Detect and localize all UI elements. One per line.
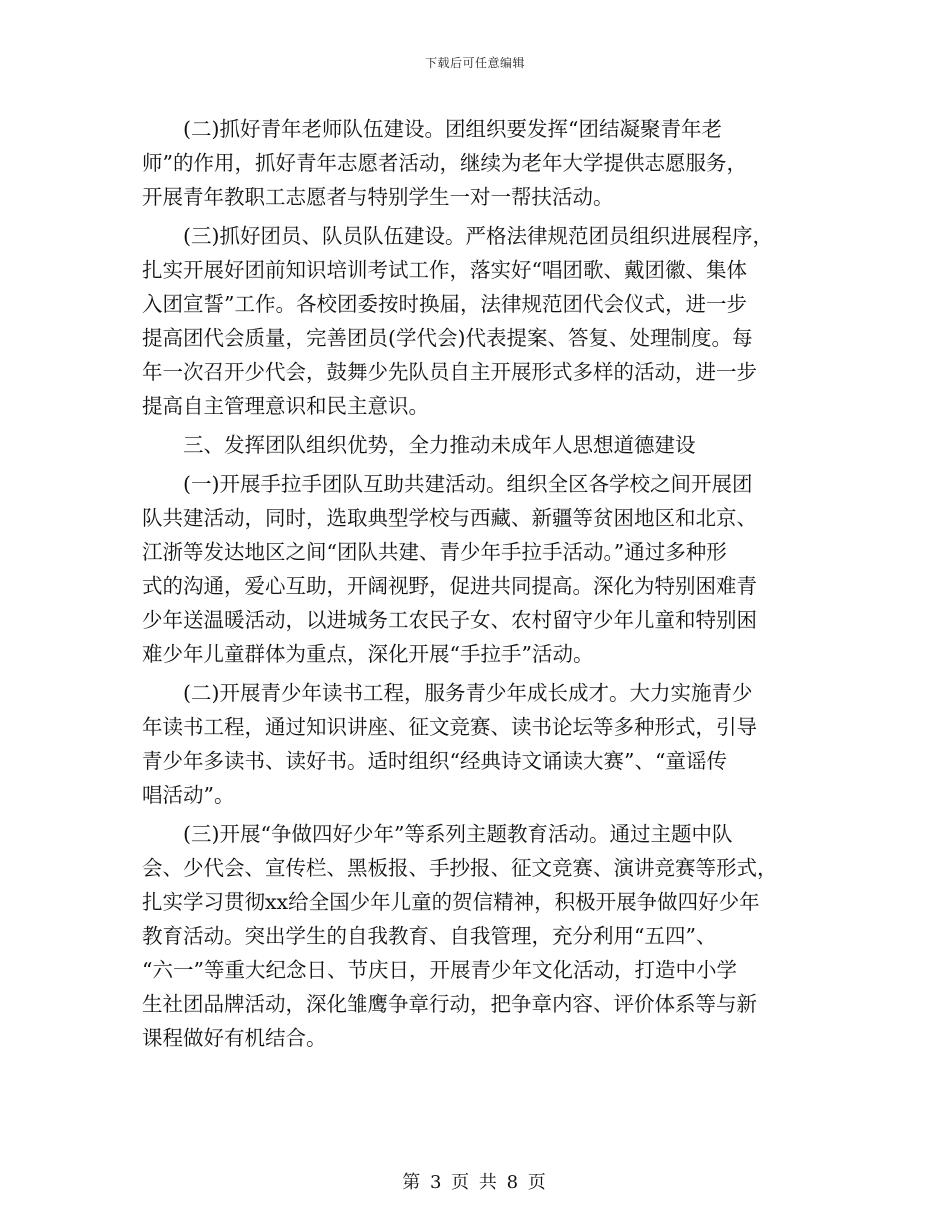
page-header: 下载后可任意编辑 — [424, 56, 525, 70]
text-line: 课程做好有机结合。 — [142, 1026, 327, 1050]
text-line: 年一次召开少代会，鼓舞少先队员自主开展形式多样的活动，进一步 — [142, 360, 757, 384]
document-body — [142, 112, 808, 1060]
text-line: 提高自主管理意识和民主意识。 — [142, 394, 429, 418]
text-line: 难少年儿童群体为重点，深化开展“手拉手”活动。 — [142, 642, 594, 666]
paragraph-teacher-team — [142, 112, 808, 214]
text-line: 三、发挥团队组织优势，全力推动未成年人思想道德建设 — [183, 433, 696, 457]
text-line: “六一”等重大纪念日、节庆日，开展青少年文化活动，打造中小学 — [142, 958, 737, 982]
page-number: 第 3 页 共 8 页 — [402, 1172, 548, 1193]
text-line: 年读书工程，通过知识讲座、征文竞赛、读书论坛等多种形式，引导 — [142, 715, 757, 739]
text-line: 队共建活动，同时，选取典型学校与西藏、新疆等贫困地区和北京、 — [142, 506, 757, 530]
section-heading — [142, 428, 808, 462]
text-line: 江浙等发达地区之间“团队共建、青少年手拉手活动。”通过多种形 — [142, 540, 727, 564]
text-line: 少年送温暖活动，以进城务工农民子女、农村留守少年儿童和特别困 — [142, 608, 757, 632]
text-line: 式的沟通，爱心互助，开阔视野，促进共同提高。深化为特别困难青 — [142, 574, 757, 598]
text-line: (三)开展“争做四好少年”等系列主题教育活动。通过主题中队 — [183, 822, 733, 846]
text-line: 教育活动。突出学生的自我教育、自我管理，充分利用“五四”、 — [142, 924, 717, 948]
paragraph-four-good-youth — [142, 817, 808, 1055]
text-line: 提高团代会质量，完善团员(学代会)代表提案、答复、处理制度。每 — [142, 326, 753, 350]
text-line: 青少年多读书、读好书。适时组织“经典诗文诵读大赛”、“童谣传 — [142, 749, 727, 773]
paragraph-reading-project — [142, 676, 808, 812]
text-line: 生社团品牌活动，深化雏鹰争章行动，把争章内容、评价体系等与新 — [142, 992, 757, 1016]
text-line: (三)抓好团员、队员队伍建设。严格法律规范团员组织进展程序， — [183, 224, 773, 248]
text-line: (一)开展手拉手团队互助共建活动。组织全区各学校之间开展团 — [183, 472, 753, 496]
text-line: 师”的作用，抓好青年志愿者活动，继续为老年大学提供志愿服务， — [142, 151, 747, 175]
paragraph-hand-in-hand — [142, 467, 808, 671]
text-line: 会、少代会、宣传栏、黑板报、手抄报、征文竞赛、演讲竞赛等形式， — [142, 856, 778, 880]
text-line: 开展青年教职工志愿者与特别学生一对一帮扶活动。 — [142, 185, 614, 209]
paragraph-member-team — [142, 219, 808, 423]
text-line: 入团宣誓”工作。各校团委按时换届，法律规范团代会仪式，进一步 — [142, 292, 747, 316]
text-line: 唱活动”。 — [142, 783, 235, 807]
text-line: 扎实开展好团前知识培训考试工作，落实好“唱团歌、戴团徽、集体 — [142, 258, 747, 282]
text-line: (二)开展青少年读书工程，服务青少年成长成才。大力实施青少 — [183, 681, 753, 705]
text-line: (二)抓好青年老师队伍建设。团组织要发挥“团结凝聚青年老 — [183, 117, 722, 141]
text-line: 扎实学习贯彻xx给全国少年儿童的贺信精神，积极开展争做四好少年 — [142, 890, 760, 914]
